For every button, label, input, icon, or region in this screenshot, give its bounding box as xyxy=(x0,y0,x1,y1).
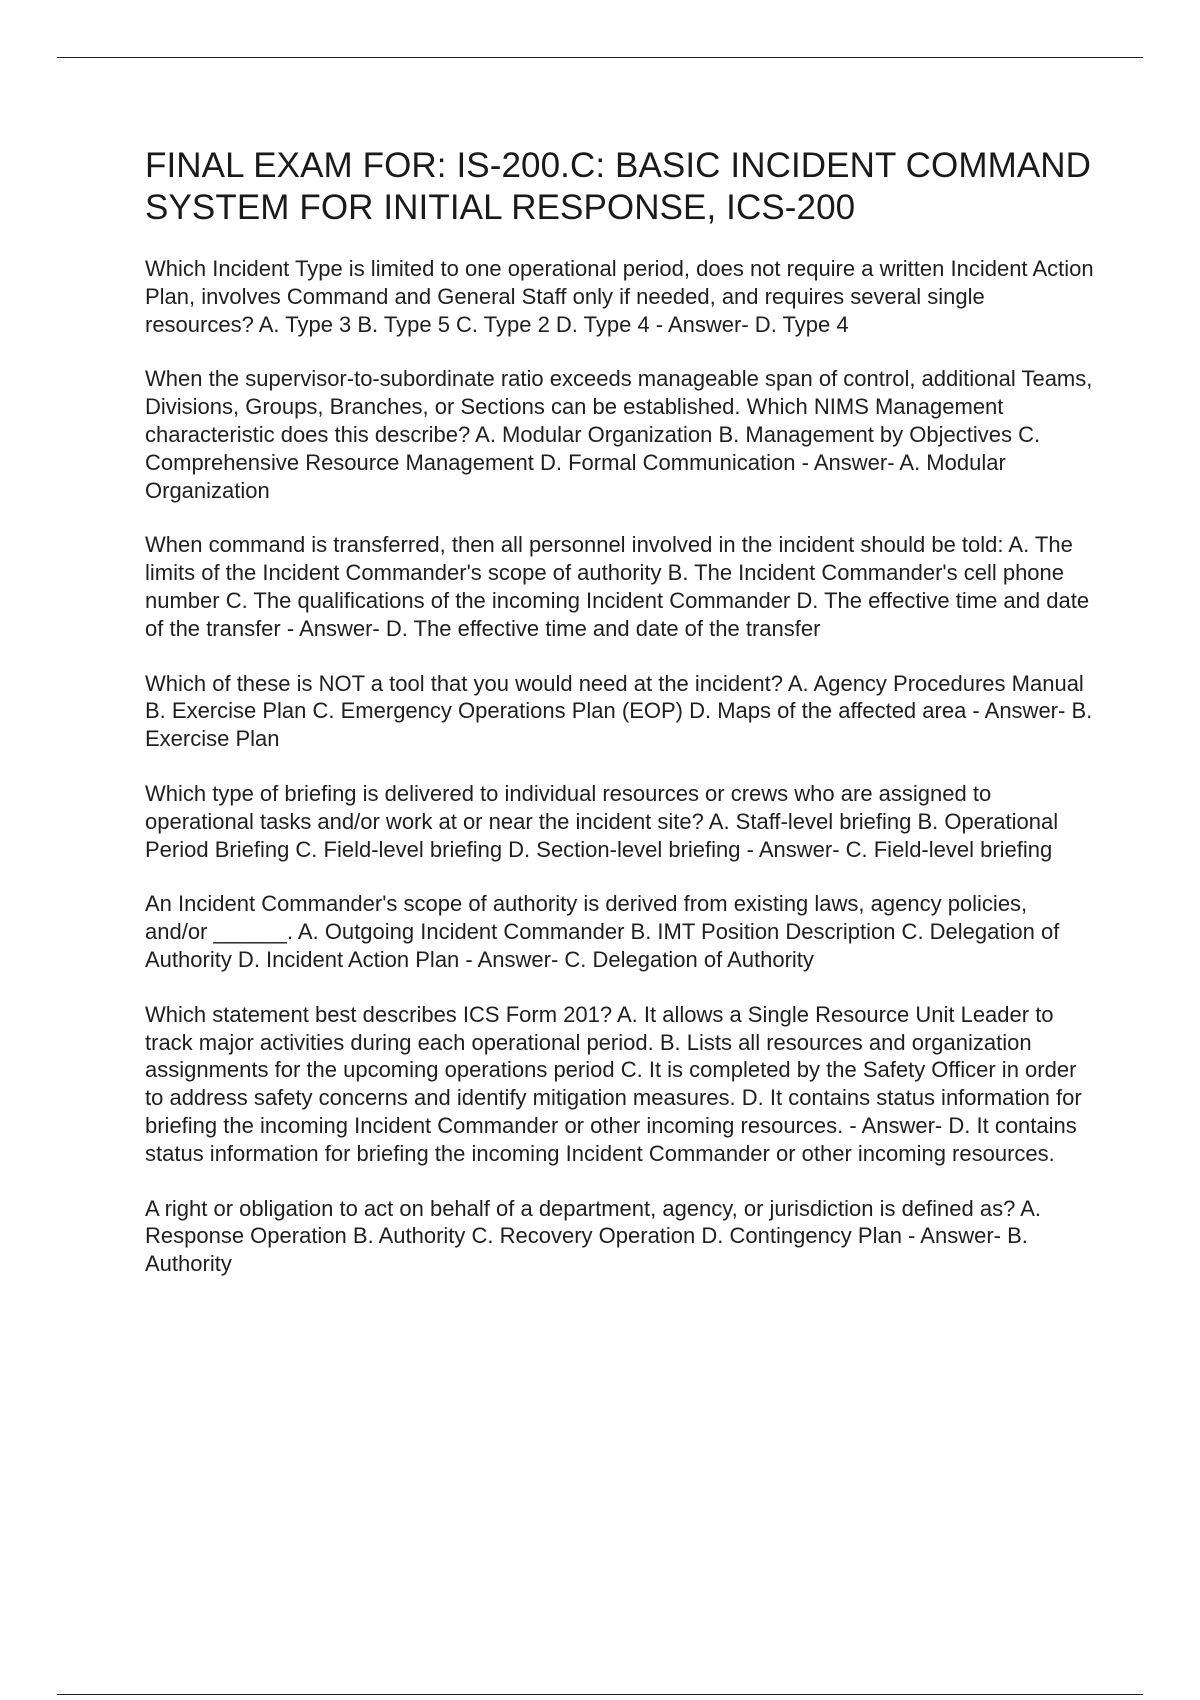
question-item: Which Incident Type is limited to one operational period, does not require a written Incident Action Plan, involves Command and General Staff only if needed, and requires several single resources? A. Type 3 B. Type 5 C. Type 2 D. Type 4 - Answer- D. Type 4 xyxy=(145,256,1094,337)
page-content xyxy=(145,145,1095,1305)
question-item: An Incident Commander's scope of authority is derived from existing laws, agency policies, and/or ______. A. Outgoing Incident Commander B. IMT Position Description C. Delegation of Authority D. Incident Action Plan - Answer- C. Delegation of Authority xyxy=(145,891,1060,972)
top-divider xyxy=(57,57,1143,58)
bottom-divider xyxy=(57,1694,1143,1695)
question-item: When command is transferred, then all personnel involved in the incident should be told: A. The limits of the Incident Commander's scope of authority B. The Incident Commander's cell phone number C. The qualifications of the incoming Incident Commander D. The effective time and date of the transfer - Answer- D. The effective time and date of the transfer xyxy=(145,532,1090,641)
question-item: Which of these is NOT a tool that you would need at the incident? A. Agency Procedures Manual B. Exercise Plan C. Emergency Operations Plan (EOP) D. Maps of the affected area - Answer- B. Exercise Plan xyxy=(145,670,1093,752)
question-item: Which type of briefing is delivered to individual resources or crews who are assigned to operational tasks and/or work at or near the incident site? A. Staff-level briefing B. Operational Period Briefing C. Field-level briefing D. Section-level briefing - Answer- C. Field-level briefing xyxy=(145,780,1059,862)
document-title: FINAL EXAM FOR: IS-200.C: BASIC INCIDENT COMMAND SYSTEM FOR INITIAL RESPONSE, ICS-200 xyxy=(145,146,1092,227)
question-item: When the supervisor-to-subordinate ratio exceeds manageable span of control, additional Teams, Divisions, Groups, Branches, or Sections can be established. Which NIMS Management characteristic does this describe? A. Modular Organization B. Management by Objectives C. Comprehensive Resource Management D. Formal Communication - Answer- A. Modular Organization xyxy=(145,366,1093,503)
question-item: Which statement best describes ICS Form 201? A. It allows a Single Resource Unit Leader to track major activities during each operational period. B. Lists all resources and organization assignments for the upcoming operations period C. It is completed by the Safety Officer in order to address safety concerns and identify mitigation measures. D. It contains status information for briefing the incoming Incident Commander or other incoming resources. - Answer- D. It contains status information for briefing the incoming Incident Commander or other incoming resources. xyxy=(145,1001,1082,1166)
question-item: A right or obligation to act on behalf of a department, agency, or jurisdiction is defined as? A. Response Operation B. Authority C. Recovery Operation D. Contingency Plan - Answer- B. Authority xyxy=(145,1195,1042,1277)
